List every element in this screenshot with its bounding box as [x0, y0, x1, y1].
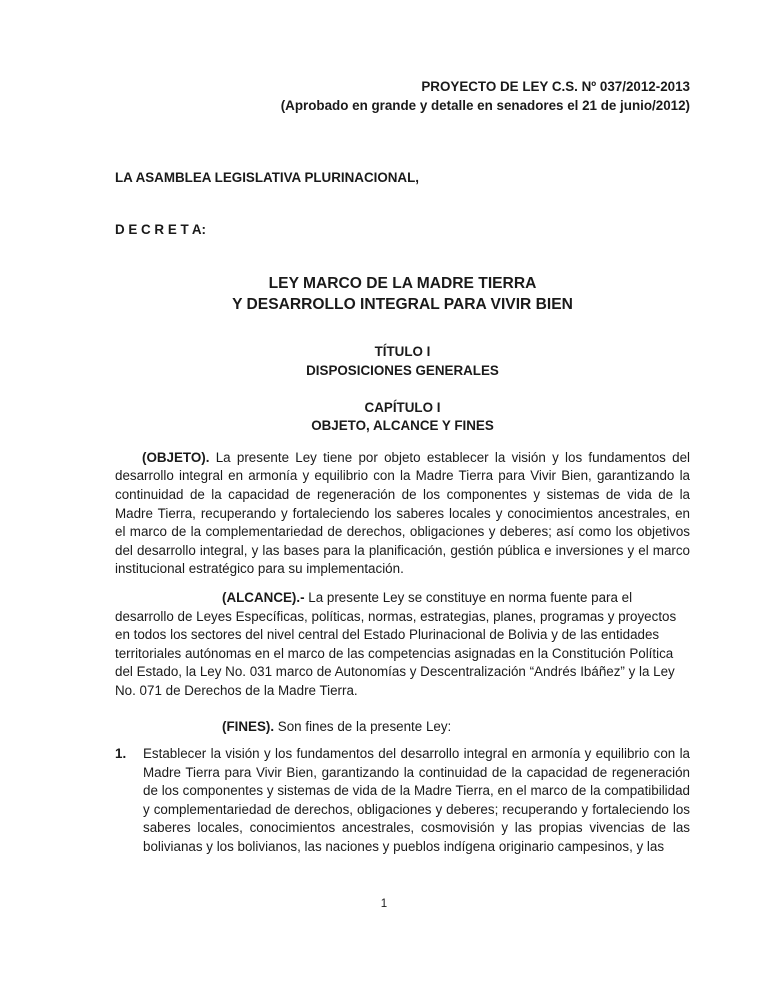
doc-header-line1: PROYECTO DE LEY C.S. Nº 037/2012-2013 [421, 79, 690, 94]
fines-list [115, 745, 690, 857]
alcance-text: La presente Ley se constituye en norma fuente para el desarrollo de Leyes Específicas, políticas, normas, estrategias, planes, programas y proyectos en todos los sectores del nivel central del Estado Plurinacional de Bolivia y de las entidades territoriales autónomas en el marco de las competencias asignadas en la Constitución Política del Estado, la Ley No. 031 marco de Autonomías y Descentralización “Andrés Ibáñez” y la Ley No. 071 de Derechos de la Madre Tierra. [115, 589, 677, 698]
objeto-text: La presente Ley tiene por objeto establecer la visión y los fundamentos del desarrollo integral en armonía y equilibrio con la Madre Tierra para Vivir Bien, garantizando la continuidad de la capacidad de regeneración de los componentes y sistemas de vida de la Madre Tierra, recuperando y fortaleciendo los saberes locales y conocimientos ancestrales, en el marco de la complementariedad de derechos, obligaciones y deberes; así como los objetivos del desarrollo integral, y las bases para la planificación, gestión pública e inversiones y el marco institucional estratégico para su implementación. [115, 449, 690, 577]
law-title [115, 273, 690, 315]
paragraph-alcance [115, 589, 690, 701]
titulo-heading: TÍTULO I [374, 344, 431, 360]
page-number: 1 [380, 898, 388, 910]
alcance-label: (ALCANCE).- [222, 589, 305, 605]
law-title-line2: Y DESARROLLO INTEGRAL PARA VIVIR BIEN [232, 296, 573, 314]
decree-line: D E C R E T A: [115, 221, 207, 237]
list-item-text: Establecer la visión y los fundamentos del desarrollo integral en armonía y equilibrio con la Madre Tierra para Vivir Bien, garantizando la continuidad de la capacidad de regeneración de los componentes y sistemas de vida de la Madre Tierra, en el marco de la compatibilidad y complementariedad de derechos, obligaciones y deberes; recuperando y fortaleciendo los saberes locales, conocimientos ancestrales, cosmovisión y las propias vivencias de las bolivianas y los bolivianos, las naciones y pueblos indígena originario campesinos, y las [143, 746, 690, 855]
assembly-line: LA ASAMBLEA LEGISLATIVA PLURINACIONAL, [115, 170, 419, 186]
capitulo-heading-block [115, 399, 690, 436]
titulo-heading-block [115, 343, 690, 380]
fines-label: (FINES). [222, 719, 275, 735]
objeto-label: (OBJETO). [142, 449, 210, 465]
fines-text: Son fines de la presente Ley: [274, 719, 452, 735]
paragraph-objeto [115, 449, 690, 579]
capitulo-subtitle: OBJETO, ALCANCE Y FINES [311, 418, 494, 434]
capitulo-heading: CAPÍTULO I [364, 399, 441, 415]
paragraph-fines [115, 718, 690, 737]
titulo-subtitle: DISPOSICIONES GENERALES [306, 362, 499, 378]
list-item [115, 745, 690, 857]
list-item-number: 1. [115, 746, 127, 762]
doc-header-line2: (Aprobado en grande y detalle en senadores el 21 de junio/2012) [280, 97, 690, 113]
law-title-line1: LEY MARCO DE LA MADRE TIERRA [268, 275, 537, 293]
doc-header [115, 78, 690, 115]
